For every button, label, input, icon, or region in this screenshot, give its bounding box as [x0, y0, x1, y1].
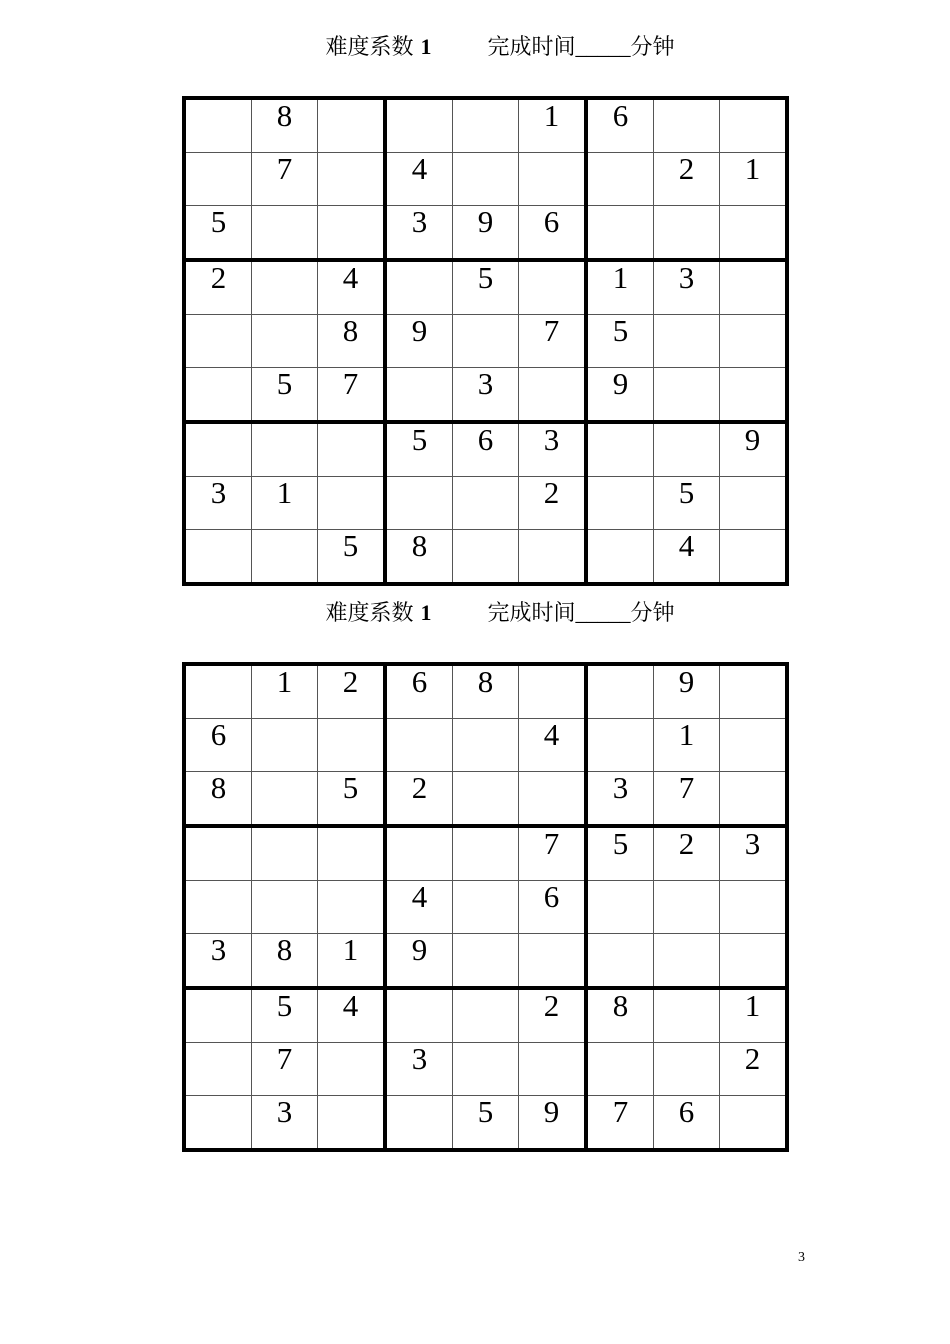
grid-cell[interactable]: 4 — [318, 988, 386, 1043]
grid-cell[interactable] — [453, 826, 519, 881]
grid-cell[interactable]: 2 — [519, 988, 587, 1043]
grid-cell[interactable]: 8 — [184, 772, 252, 827]
grid-cell[interactable] — [252, 826, 318, 881]
grid-cell[interactable] — [184, 664, 252, 719]
grid-cell[interactable] — [720, 368, 788, 423]
grid-cell[interactable]: 9 — [654, 664, 720, 719]
grid-cell[interactable]: 8 — [318, 315, 386, 368]
grid-cell[interactable]: 1 — [318, 934, 386, 989]
grid-cell[interactable] — [252, 422, 318, 477]
grid-cell[interactable] — [453, 988, 519, 1043]
page-number: 3 — [798, 1250, 805, 1265]
grid-cell[interactable]: 7 — [252, 153, 318, 206]
time-unit: 分钟 — [630, 601, 675, 626]
grid-cell[interactable]: 8 — [385, 530, 453, 585]
grid-cell[interactable] — [453, 153, 519, 206]
grid-cell[interactable]: 2 — [184, 260, 252, 315]
grid-cell[interactable]: 1 — [519, 98, 587, 153]
grid-cell[interactable]: 6 — [385, 664, 453, 719]
grid-cell[interactable]: 5 — [252, 988, 318, 1043]
grid-cell[interactable] — [453, 315, 519, 368]
grid-row — [184, 772, 787, 827]
grid-cell[interactable] — [654, 1043, 720, 1096]
grid-cell[interactable] — [720, 934, 788, 989]
sudoku-grid — [182, 96, 789, 586]
grid-cell[interactable] — [252, 719, 318, 772]
grid-cell[interactable] — [385, 719, 453, 772]
grid-cell[interactable]: 5 — [654, 477, 720, 530]
grid-cell[interactable]: 3 — [720, 826, 788, 881]
time-label: 完成时间 — [487, 35, 576, 60]
grid-cell[interactable]: 2 — [519, 477, 587, 530]
grid-cell[interactable]: 1 — [252, 477, 318, 530]
grid-row — [184, 98, 787, 153]
grid-cell[interactable]: 5 — [184, 206, 252, 261]
grid-row — [184, 422, 787, 477]
grid-cell[interactable]: 2 — [318, 664, 386, 719]
grid-cell[interactable]: 4 — [385, 153, 453, 206]
grid-row — [184, 1043, 787, 1096]
grid-row — [184, 664, 787, 719]
grid-cell[interactable]: 6 — [519, 881, 587, 934]
grid-cell[interactable]: 3 — [385, 206, 453, 261]
grid-cell[interactable] — [252, 315, 318, 368]
grid-cell[interactable]: 3 — [184, 477, 252, 530]
grid-cell[interactable]: 5 — [453, 260, 519, 315]
grid-cell[interactable]: 7 — [318, 368, 386, 423]
grid-cell[interactable]: 7 — [654, 772, 720, 827]
grid-cell[interactable]: 4 — [519, 719, 587, 772]
time-label: 完成时间 — [487, 601, 576, 626]
grid-cell[interactable]: 9 — [385, 315, 453, 368]
grid-cell[interactable] — [720, 1096, 788, 1151]
grid-cell[interactable] — [720, 206, 788, 261]
grid-cell[interactable]: 8 — [252, 934, 318, 989]
grid-cell[interactable] — [586, 422, 654, 477]
grid-cell[interactable] — [184, 530, 252, 585]
grid-cell[interactable] — [184, 315, 252, 368]
grid-cell[interactable]: 5 — [318, 772, 386, 827]
grid-cell[interactable]: 5 — [586, 315, 654, 368]
grid-cell[interactable] — [654, 206, 720, 261]
grid-cell[interactable]: 6 — [184, 719, 252, 772]
grid-cell[interactable]: 9 — [385, 934, 453, 989]
grid-cell[interactable] — [385, 1096, 453, 1151]
grid-cell[interactable] — [720, 719, 788, 772]
grid-row — [184, 368, 787, 423]
grid-cell[interactable] — [385, 477, 453, 530]
grid-row — [184, 988, 787, 1043]
puzzle-title — [0, 596, 950, 627]
grid-cell[interactable]: 5 — [318, 530, 386, 585]
grid-cell[interactable]: 2 — [720, 1043, 788, 1096]
grid-cell[interactable] — [519, 772, 587, 827]
grid-cell[interactable] — [519, 1043, 587, 1096]
grid-cell[interactable]: 4 — [654, 530, 720, 585]
grid-cell[interactable] — [586, 1043, 654, 1096]
grid-cell[interactable]: 2 — [654, 826, 720, 881]
grid-cell[interactable]: 4 — [318, 260, 386, 315]
grid-cell[interactable] — [519, 153, 587, 206]
grid-cell[interactable] — [654, 988, 720, 1043]
grid-row — [184, 530, 787, 585]
grid-row — [184, 206, 787, 261]
grid-cell[interactable] — [318, 422, 386, 477]
time-unit: 分钟 — [630, 35, 675, 60]
grid-cell[interactable]: 9 — [453, 206, 519, 261]
grid-row — [184, 934, 787, 989]
grid-cell[interactable] — [385, 988, 453, 1043]
time-blank: _____ — [575, 34, 631, 59]
grid-cell[interactable] — [654, 98, 720, 153]
grid-cell[interactable] — [318, 98, 386, 153]
grid-cell[interactable]: 5 — [586, 826, 654, 881]
puzzle-title — [0, 30, 950, 61]
grid-cell[interactable] — [385, 826, 453, 881]
difficulty-value: 1 — [420, 600, 432, 625]
grid-cell[interactable]: 1 — [586, 260, 654, 315]
grid-cell[interactable] — [519, 664, 587, 719]
grid-cell[interactable] — [453, 934, 519, 989]
grid-cell[interactable]: 7 — [252, 1043, 318, 1096]
grid-cell[interactable] — [586, 664, 654, 719]
grid-cell[interactable] — [385, 368, 453, 423]
grid-row — [184, 719, 787, 772]
grid-cell[interactable]: 6 — [453, 422, 519, 477]
grid-cell[interactable]: 7 — [519, 315, 587, 368]
grid-cell[interactable]: 6 — [586, 98, 654, 153]
grid-cell[interactable] — [385, 260, 453, 315]
grid-cell[interactable] — [184, 881, 252, 934]
grid-cell[interactable] — [720, 881, 788, 934]
grid-cell[interactable]: 7 — [519, 826, 587, 881]
grid-cell[interactable] — [654, 368, 720, 423]
difficulty-label: 难度系数 — [325, 601, 414, 626]
grid-cell[interactable] — [654, 881, 720, 934]
grid-cell[interactable]: 3 — [654, 260, 720, 315]
grid-cell[interactable]: 3 — [453, 368, 519, 423]
grid-cell[interactable]: 2 — [385, 772, 453, 827]
grid-cell[interactable] — [252, 530, 318, 585]
time-blank: _____ — [575, 600, 631, 625]
grid-cell[interactable]: 8 — [453, 664, 519, 719]
grid-cell[interactable]: 7 — [586, 1096, 654, 1151]
grid-cell[interactable] — [586, 881, 654, 934]
grid-cell[interactable] — [453, 772, 519, 827]
grid-cell[interactable] — [586, 477, 654, 530]
grid-cell[interactable] — [184, 98, 252, 153]
grid-cell[interactable]: 9 — [519, 1096, 587, 1151]
grid-cell[interactable] — [654, 422, 720, 477]
grid-cell[interactable] — [453, 881, 519, 934]
difficulty-value: 1 — [420, 34, 432, 59]
grid-cell[interactable] — [318, 153, 386, 206]
grid-cell[interactable] — [252, 772, 318, 827]
grid-cell[interactable] — [184, 368, 252, 423]
grid-cell[interactable] — [318, 719, 386, 772]
grid-cell[interactable] — [720, 772, 788, 827]
grid-cell[interactable]: 5 — [453, 1096, 519, 1151]
grid-cell[interactable] — [318, 1096, 386, 1151]
grid-cell[interactable] — [453, 1043, 519, 1096]
grid-cell[interactable] — [586, 934, 654, 989]
grid-cell[interactable]: 3 — [519, 422, 587, 477]
grid-cell[interactable] — [720, 530, 788, 585]
grid-cell[interactable] — [586, 719, 654, 772]
grid-cell[interactable] — [318, 477, 386, 530]
grid-row — [184, 1096, 787, 1151]
sudoku-grid — [182, 662, 789, 1152]
grid-cell[interactable] — [720, 98, 788, 153]
grid-cell[interactable] — [184, 153, 252, 206]
grid-cell[interactable] — [184, 1043, 252, 1096]
grid-row — [184, 153, 787, 206]
grid-cell[interactable] — [252, 881, 318, 934]
grid-cell[interactable]: 1 — [720, 988, 788, 1043]
grid-row — [184, 826, 787, 881]
grid-cell[interactable] — [654, 315, 720, 368]
grid-cell[interactable]: 5 — [385, 422, 453, 477]
grid-cell[interactable] — [184, 988, 252, 1043]
difficulty-label: 难度系数 — [325, 35, 414, 60]
grid-cell[interactable]: 8 — [252, 98, 318, 153]
grid-cell[interactable] — [720, 260, 788, 315]
grid-cell[interactable] — [720, 477, 788, 530]
grid-cell[interactable] — [252, 260, 318, 315]
grid-cell[interactable]: 4 — [385, 881, 453, 934]
grid-cell[interactable] — [252, 206, 318, 261]
grid-cell[interactable]: 6 — [519, 206, 587, 261]
grid-cell[interactable] — [453, 719, 519, 772]
grid-cell[interactable] — [586, 530, 654, 585]
grid-cell[interactable]: 3 — [385, 1043, 453, 1096]
grid-cell[interactable] — [519, 368, 587, 423]
grid-row — [184, 315, 787, 368]
grid-cell[interactable] — [519, 934, 587, 989]
grid-cell[interactable]: 6 — [654, 1096, 720, 1151]
grid-cell[interactable] — [720, 315, 788, 368]
grid-cell[interactable]: 1 — [654, 719, 720, 772]
grid-cell[interactable] — [318, 206, 386, 261]
grid-cell[interactable] — [720, 664, 788, 719]
grid-cell[interactable] — [586, 206, 654, 261]
grid-cell[interactable]: 3 — [586, 772, 654, 827]
grid-cell[interactable]: 1 — [252, 664, 318, 719]
grid-cell[interactable] — [184, 826, 252, 881]
grid-cell[interactable]: 3 — [252, 1096, 318, 1151]
grid-cell[interactable]: 1 — [720, 153, 788, 206]
grid-cell[interactable]: 3 — [184, 934, 252, 989]
grid-cell[interactable] — [318, 826, 386, 881]
grid-row — [184, 260, 787, 315]
grid-cell[interactable]: 2 — [654, 153, 720, 206]
grid-cell[interactable] — [453, 98, 519, 153]
grid-cell[interactable] — [654, 934, 720, 989]
grid-cell[interactable]: 8 — [586, 988, 654, 1043]
grid-cell[interactable] — [318, 881, 386, 934]
grid-cell[interactable] — [519, 530, 587, 585]
grid-cell[interactable] — [184, 422, 252, 477]
grid-row — [184, 477, 787, 530]
grid-cell[interactable] — [453, 530, 519, 585]
grid-cell[interactable] — [586, 153, 654, 206]
grid-cell[interactable]: 9 — [720, 422, 788, 477]
grid-cell[interactable] — [385, 98, 453, 153]
grid-cell[interactable] — [184, 1096, 252, 1151]
grid-cell[interactable]: 9 — [586, 368, 654, 423]
grid-cell[interactable] — [318, 1043, 386, 1096]
grid-cell[interactable] — [453, 477, 519, 530]
grid-row — [184, 881, 787, 934]
grid-cell[interactable]: 5 — [252, 368, 318, 423]
grid-cell[interactable] — [519, 260, 587, 315]
